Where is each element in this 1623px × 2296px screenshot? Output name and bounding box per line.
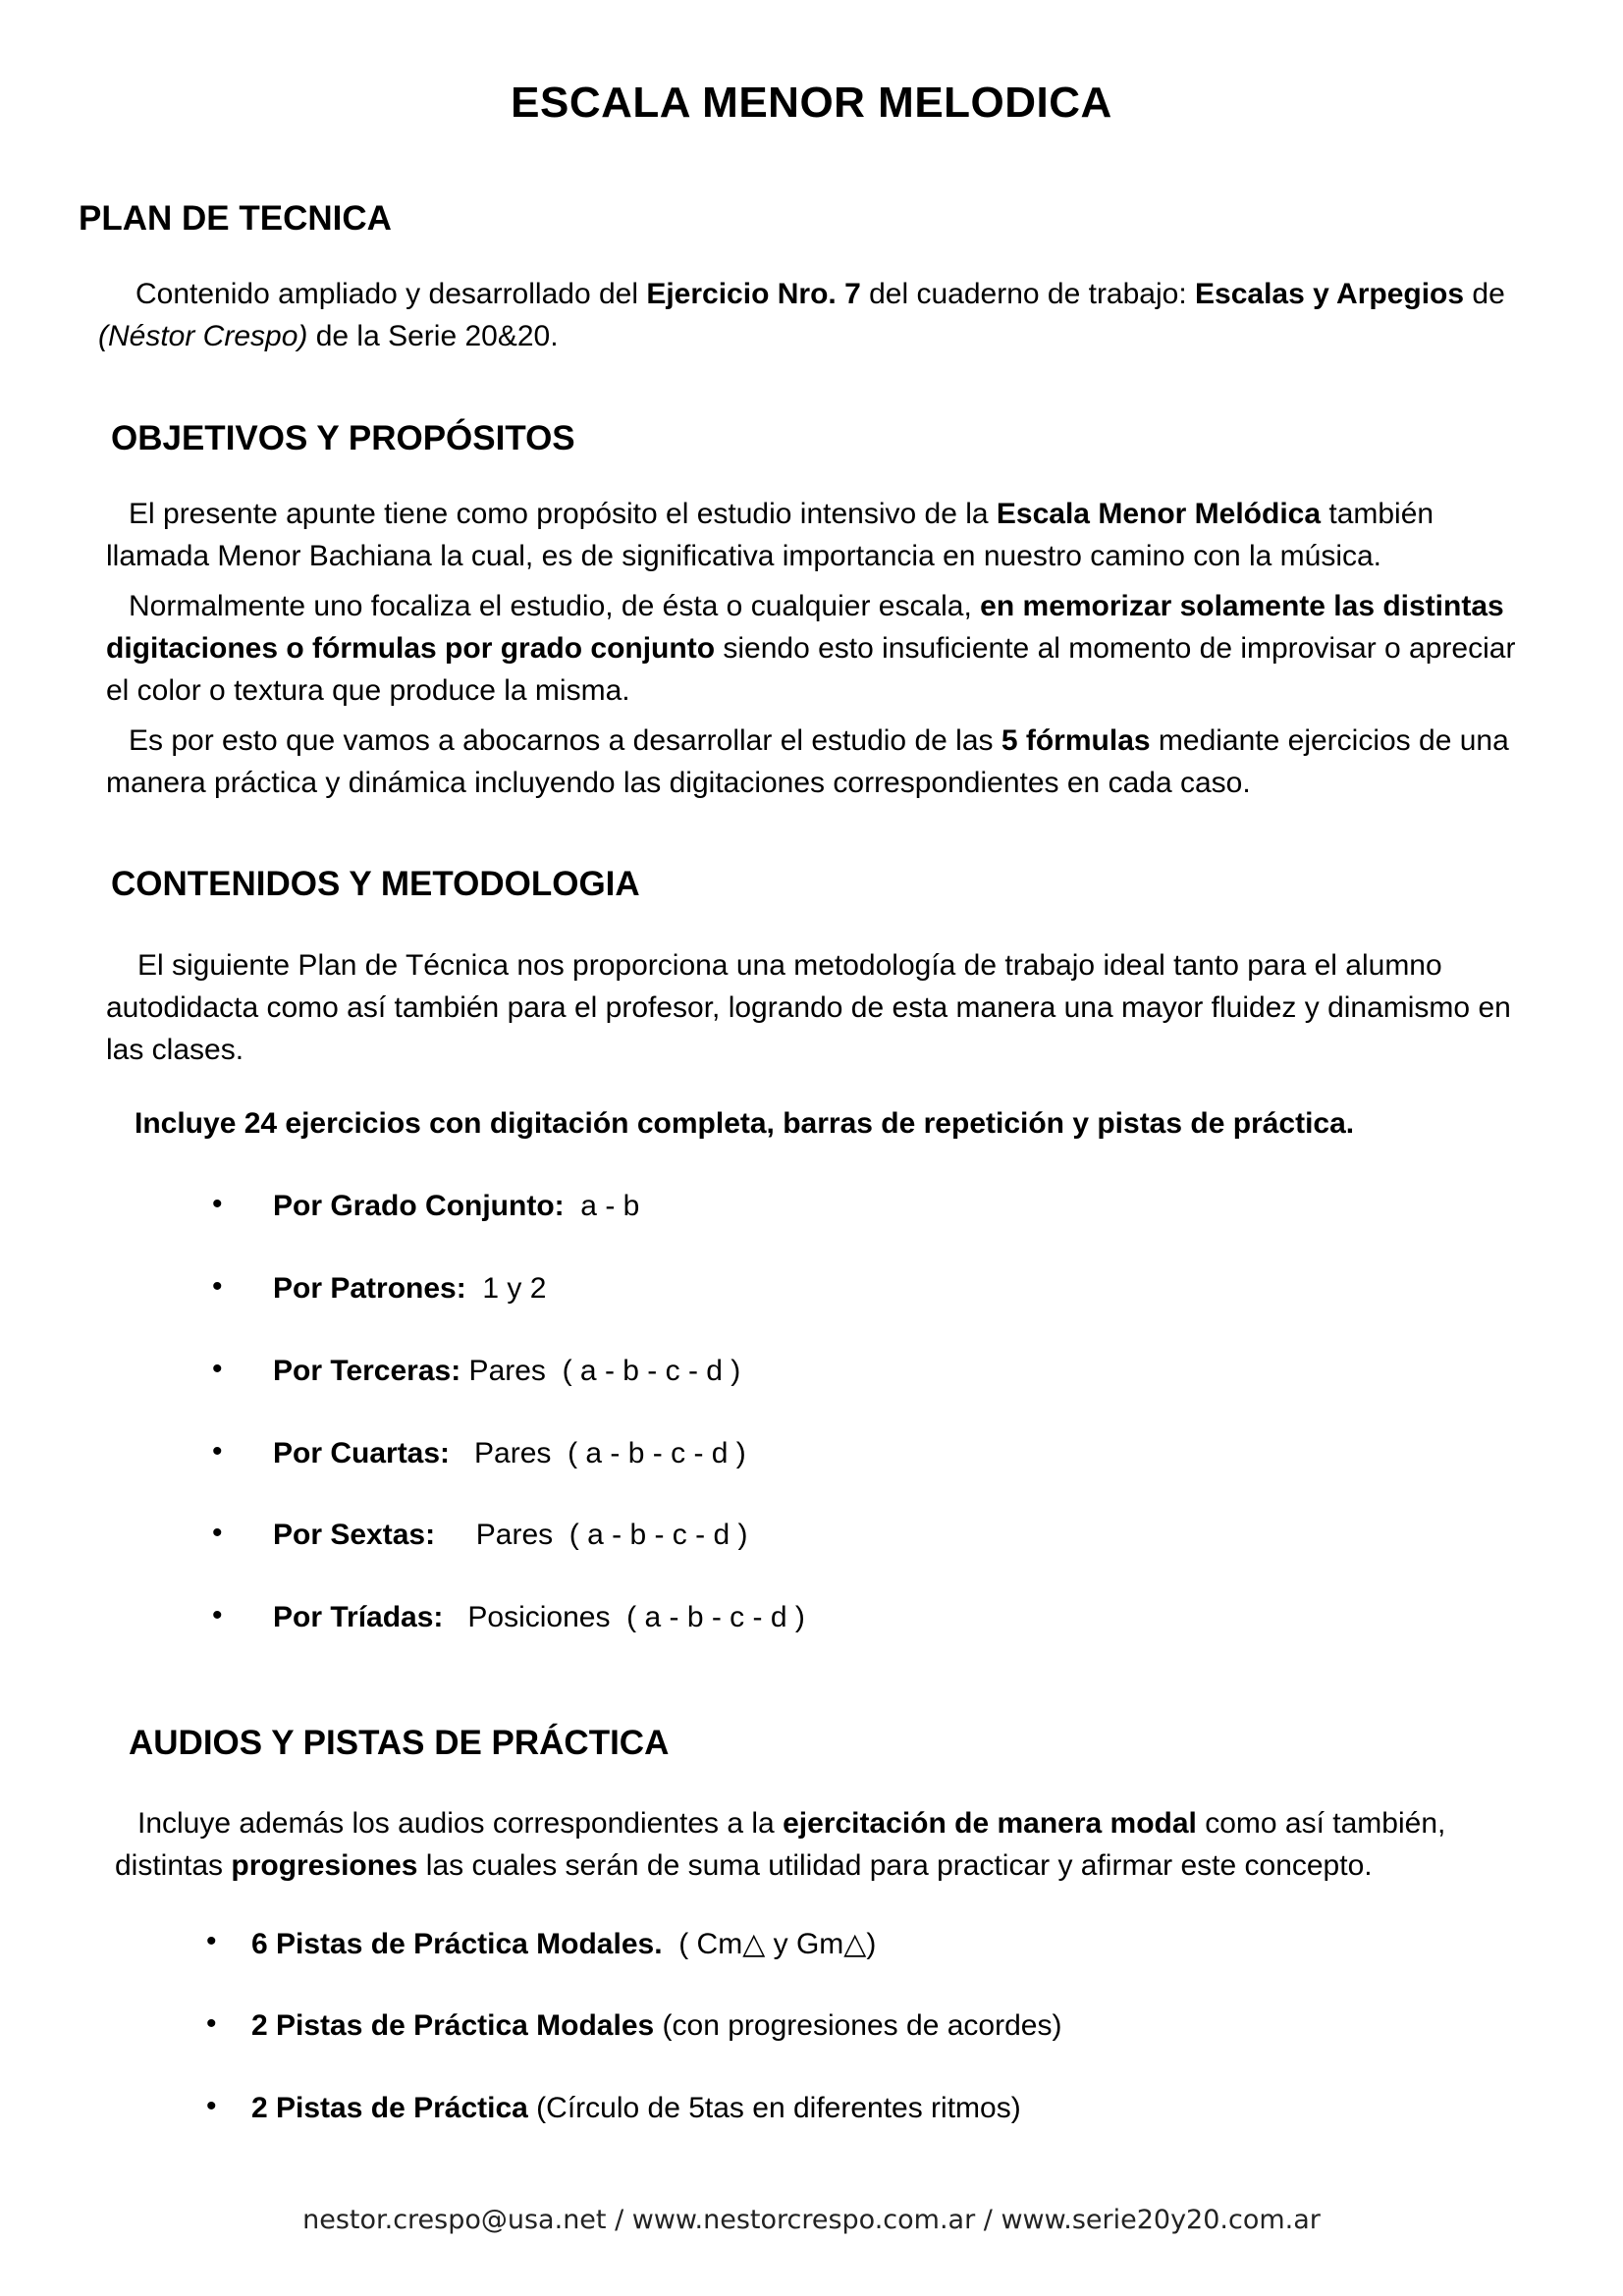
list-item: • Por Cuartas: Pares ( a - b - c - d ) xyxy=(212,1435,746,1469)
contenidos-paragraph: El siguiente Plan de Técnica nos proporciona una metodología de trabajo ideal tanto para el alumno autodidacta como así también para el profesor, logrando de esta manera una mayor fluidez y dinamismo en las clases. xyxy=(106,949,1511,1066)
list-item: • Por Grado Conjunto: a - b xyxy=(212,1188,640,1222)
footer-contact: nestor.crespo@usa.net / www.nestorcrespo.com.ar / www.serie20y20.com.ar xyxy=(302,2205,1321,2235)
plan-text: Contenido ampliado y desarrollado del xyxy=(135,278,647,310)
plan-text: de xyxy=(1464,278,1505,310)
bullet-icon: • xyxy=(206,2090,217,2122)
list-item: • 2 Pistas de Práctica Modales (con progresiones de acordes) xyxy=(206,2007,1062,2042)
list-item: • Por Sextas: Pares ( a - b - c - d ) xyxy=(212,1517,748,1551)
audios-line-1: Incluye además los audios correspondientes a la ejercitación de manera modal como así también, xyxy=(137,1807,1446,1840)
plan-exercise-ref: Ejercicio Nro. 7 xyxy=(646,278,861,310)
bullet-icon: • xyxy=(212,1435,223,1468)
list-item: • Por Tríadas: Posiciones ( a - b - c - d ) xyxy=(212,1599,805,1633)
plan-text: del cuaderno de trabajo: xyxy=(860,278,1196,310)
page-title: ESCALA MENOR MELODICA xyxy=(511,79,1112,127)
plan-line-1 xyxy=(135,273,1608,315)
heading-audios: AUDIOS Y PISTAS DE PRÁCTICA xyxy=(129,1724,670,1762)
plan-author: (Néstor Crespo) xyxy=(98,320,308,352)
bullet-icon: • xyxy=(212,1599,223,1631)
bullet-icon: • xyxy=(212,1270,223,1303)
heading-objetivos: OBJETIVOS Y PROPÓSITOS xyxy=(111,419,575,457)
heading-plan: PLAN DE TECNICA xyxy=(79,199,392,238)
objetivos-paragraph-3: Es por esto que vamos a abocarnos a desarrollar el estudio de las 5 fórmulas mediante ejercicios de una manera práctica y dinámica incluyendo las digitaciones correspondientes en cada caso. xyxy=(106,724,1509,799)
bullet-icon: • xyxy=(212,1517,223,1549)
plan-book-ref: Escalas y Arpegios xyxy=(1195,278,1465,310)
list-item: • 6 Pistas de Práctica Modales. ( Cm△ y Gm△) xyxy=(206,1925,877,1960)
list-item: • Por Patrones: 1 y 2 xyxy=(212,1270,547,1305)
bullet-icon: • xyxy=(212,1188,223,1220)
list-item: • Por Terceras: Pares ( a - b - c - d ) xyxy=(212,1353,741,1387)
objetivos-paragraph-2: Normalmente uno focaliza el estudio, de ésta o cualquier escala, en memorizar solamente las distintas digitaciones o fórmulas por grado conjunto siendo esto insuficiente al momento de improvisar o apreciar el color o textura que produce la misma. xyxy=(106,590,1516,707)
contenidos-lead: Incluye 24 ejercicios con digitación completa, barras de repetición y pistas de práctica. xyxy=(135,1107,1355,1140)
heading-contenidos: CONTENIDOS Y METODOLOGIA xyxy=(111,865,640,903)
bullet-icon: • xyxy=(206,2007,217,2040)
plan-line-2 xyxy=(98,315,1571,357)
bullet-icon: • xyxy=(212,1353,223,1385)
plan-text: de la Serie 20&20. xyxy=(307,320,559,352)
list-item: • 2 Pistas de Práctica (Círculo de 5tas en diferentes ritmos) xyxy=(206,2090,1021,2124)
audios-line-2: distintas progresiones las cuales serán de suma utilidad para practicar y afirmar este concepto. xyxy=(115,1849,1373,1882)
bullet-icon: • xyxy=(206,1925,217,1957)
objetivos-paragraph-1: El presente apunte tiene como propósito el estudio intensivo de la Escala Menor Melódica también llamada Menor Bachiana la cual, es de significativa importancia en nuestro camino con la música. xyxy=(106,498,1434,572)
